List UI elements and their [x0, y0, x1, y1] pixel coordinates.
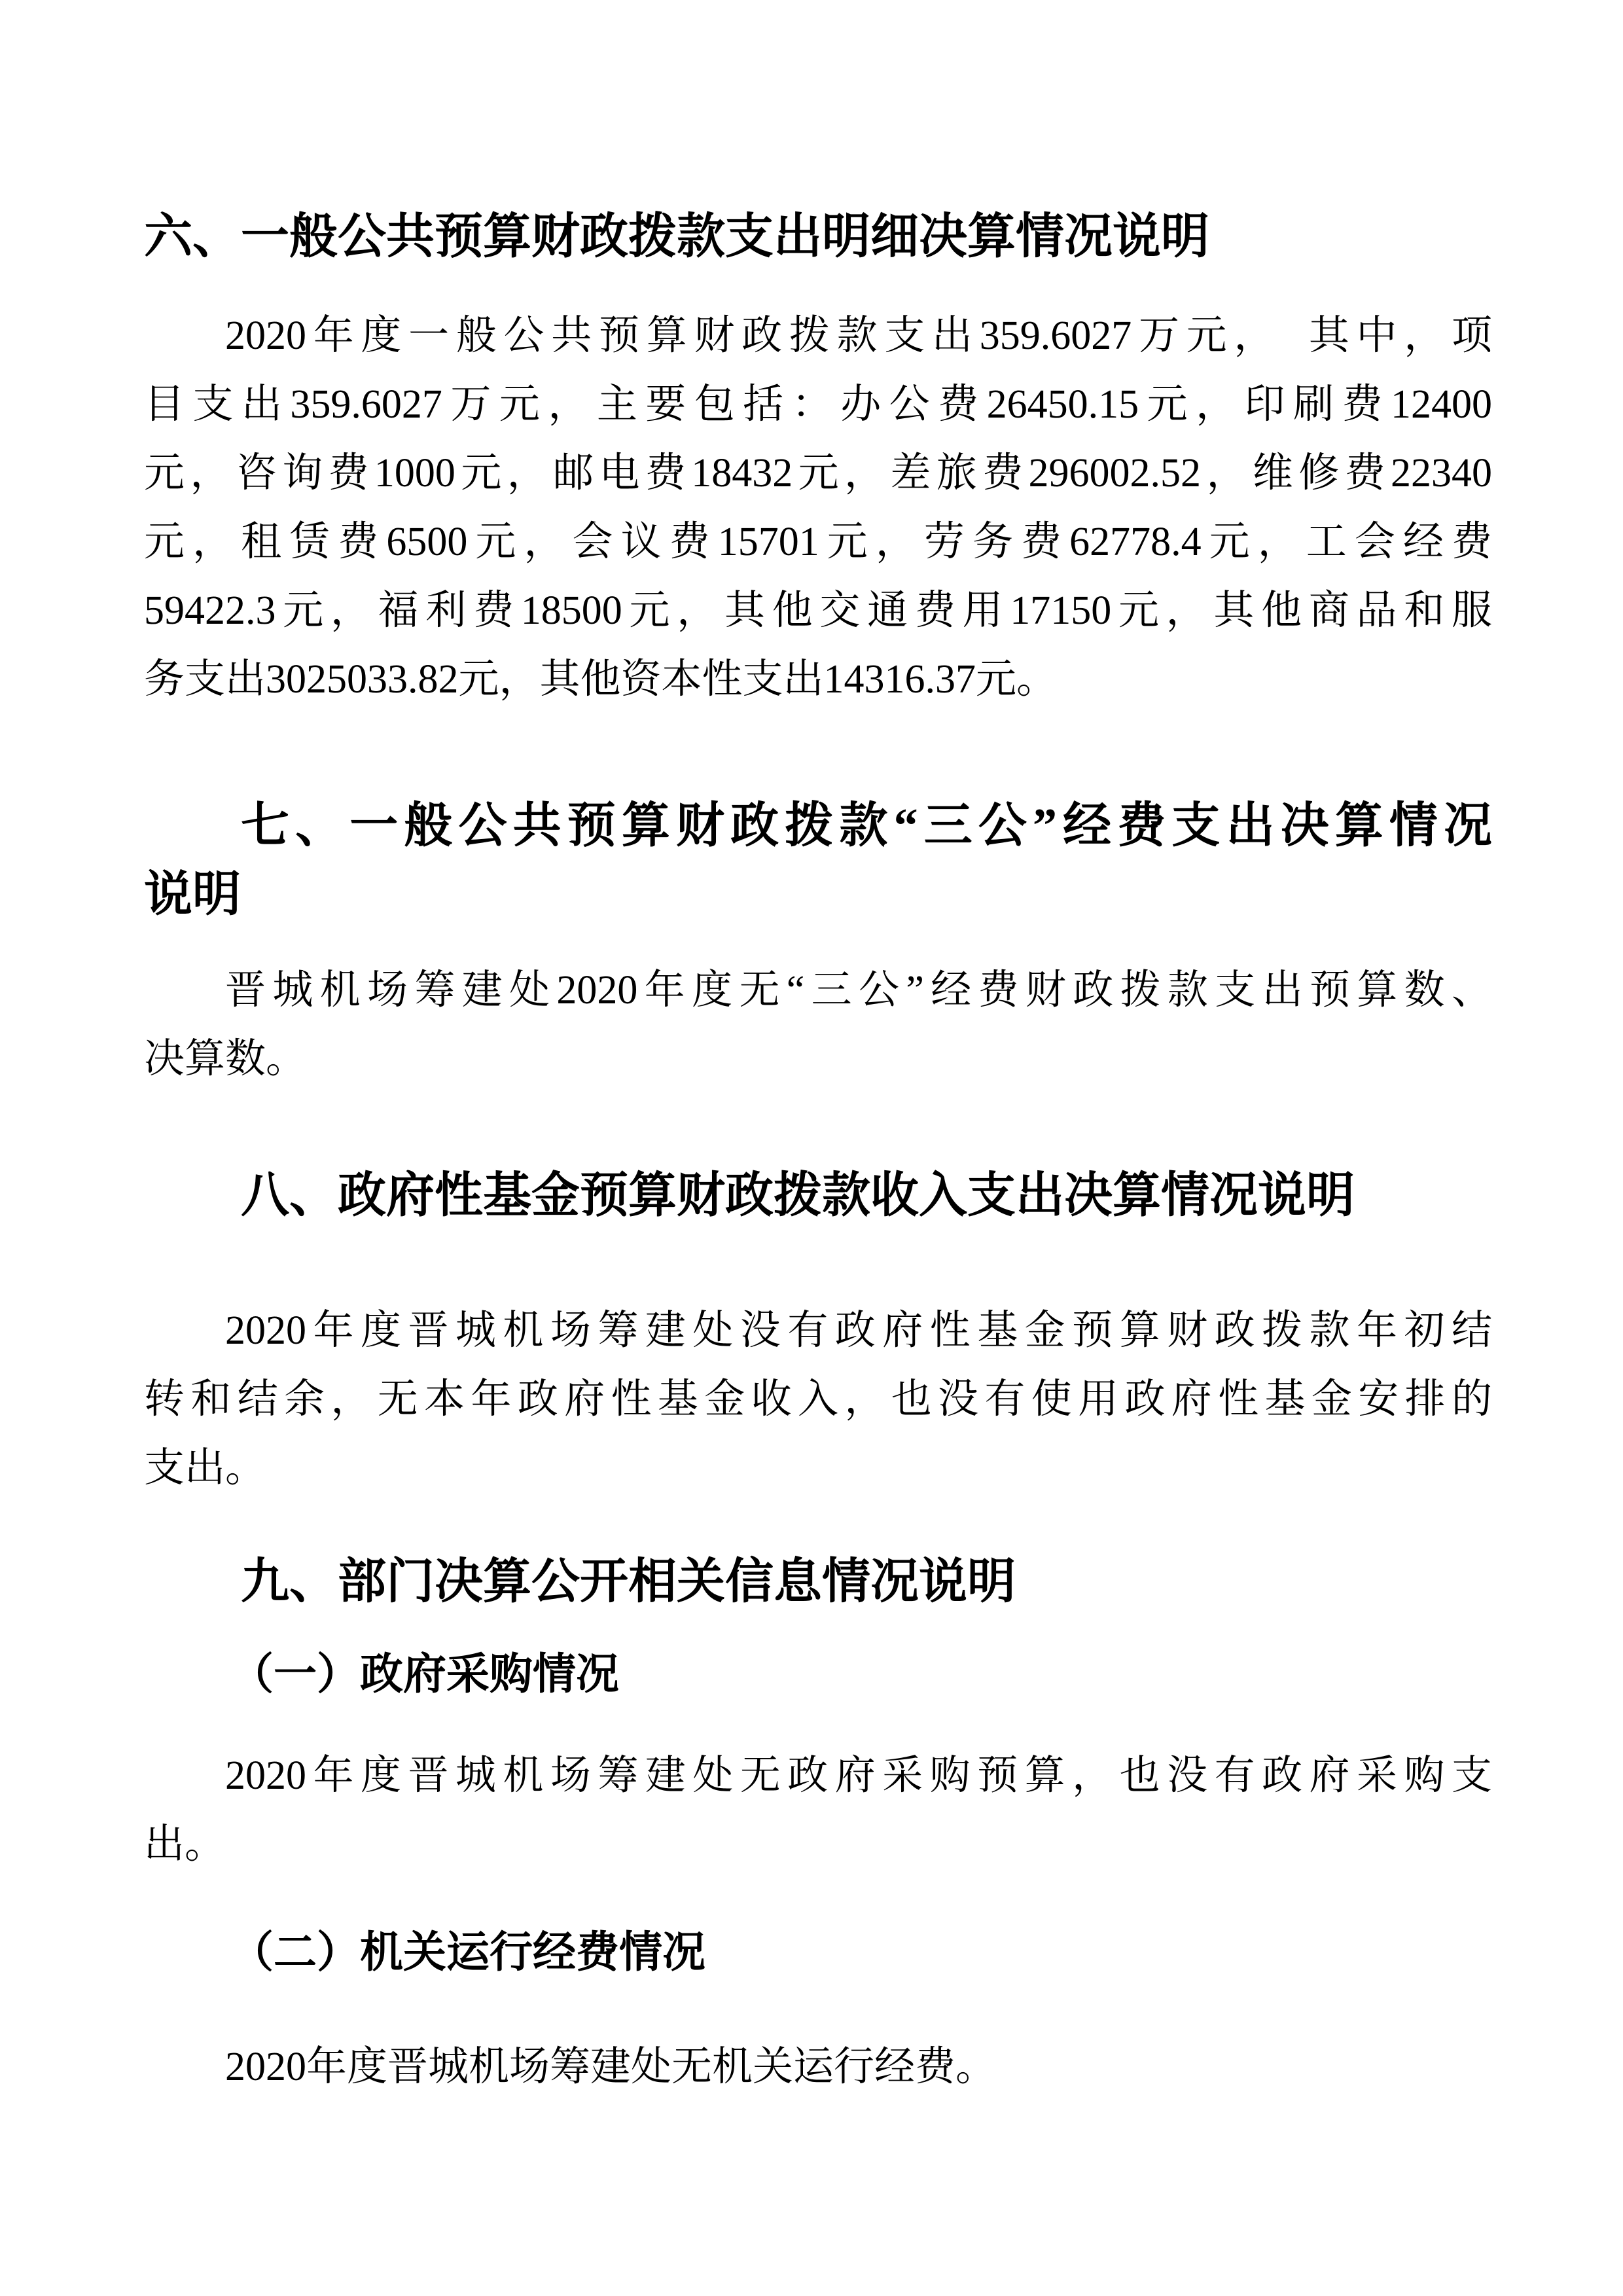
- text-line: 元，租赁费6500元，会议费15701元，劳务费62778.4元，工会经费: [144, 520, 1492, 564]
- text-line: 2020年度晋城机场筹建处无机关运行经费。: [225, 2045, 997, 2089]
- text-line: 晋城机场筹建处2020年度无“三公”经费财政拨款支出预算数、: [225, 968, 1492, 1013]
- text-line: 出。: [144, 1822, 226, 1867]
- section7-heading-line: 说明: [144, 868, 241, 922]
- section9-subsection1-paragraph: [144, 1742, 1492, 1879]
- text-line: 2020年度晋城机场筹建处没有政府性基金预算财政拨款年初结: [225, 1308, 1492, 1353]
- section6-heading: [144, 203, 1492, 272]
- subsection2-heading-text: （二）机关运行经费情况: [230, 1929, 705, 1977]
- section8-heading-text: 八、政府性基金预算财政拨款收入支出决算情况说明: [241, 1169, 1355, 1223]
- section8-paragraph: [144, 1297, 1492, 1503]
- text-line: 2020年度一般公共预算财政拨款支出359.6027万元， 其中，项: [225, 314, 1492, 358]
- text-line: 转和结余，无本年政府性基金收入，也没有使用政府性基金安排的: [144, 1377, 1492, 1422]
- section9-heading: [144, 1548, 1492, 1617]
- section9-subsection1-heading: [144, 1640, 1492, 1709]
- text-line: 目支出359.6027万元，主要包括：办公费26450.15元，印刷费12400: [144, 382, 1492, 427]
- text-line: 支出。: [144, 1446, 266, 1490]
- section9-heading-text: 九、部门决算公开相关信息情况说明: [241, 1555, 1016, 1609]
- text-line: 59422.3元，福利费18500元，其他交通费用17150元，其他商品和服: [144, 588, 1492, 633]
- section8-heading: [144, 1162, 1492, 1230]
- section7-paragraph: [144, 956, 1492, 1094]
- section6-paragraph: [144, 302, 1492, 714]
- text-line: 2020年度晋城机场筹建处无政府采购预算，也没有政府采购支: [225, 1753, 1492, 1798]
- subsection1-heading-text: （一）政府采购情况: [230, 1651, 619, 1698]
- text-line: 务支出3025033.82元，其他资本性支出14316.37元。: [144, 657, 1058, 702]
- section6-heading-text: 六、一般公共预算财政拨款支出明细决算情况说明: [144, 210, 1209, 264]
- section7-heading-line: 七、一般公共预算财政拨款“三公”经费支出决算情况: [241, 799, 1492, 853]
- section7-heading: [144, 792, 1492, 929]
- text-line: 元，咨询费1000元，邮电费18432元，差旅费296002.52，维修费22340: [144, 451, 1492, 495]
- section9-subsection2-heading: [144, 1918, 1492, 1987]
- text-line: 决算数。: [144, 1037, 307, 1081]
- section9-subsection2-paragraph: [144, 2033, 1492, 2102]
